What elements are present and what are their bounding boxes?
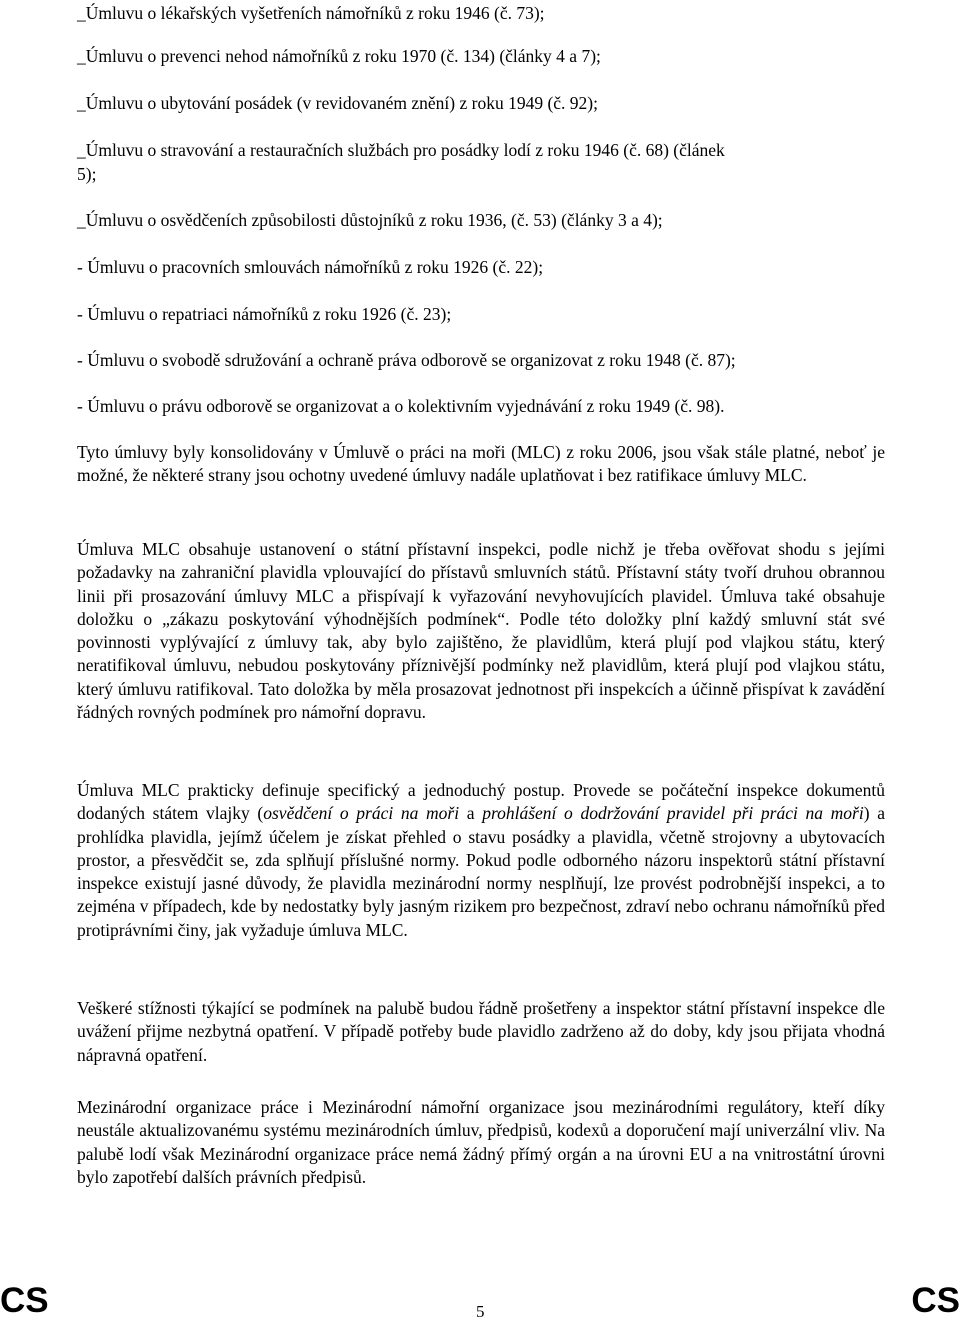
- page-number: 5: [476, 1302, 485, 1321]
- italic-term: osvědčení o práci na moři: [263, 803, 460, 824]
- list-item: _Úmluvu o lékařských vyšetřeních námořníků z roku 1946 (č. 73);: [77, 3, 545, 23]
- paragraph: Mezinárodní organizace práce i Mezinárodní námořní organizace jsou mezinárodními regulátory, kteří díky neustále aktualizovanému systému mezinárodních úmluv, předpisů, kodexů a doporučení mají univerzální vliv. Na palubě lodí však Mezinárodní organizace práce nemá žádný přímý orgán a na úrovni EU a na vnitrostátní úrovni bylo zapotřebí dalších právních předpisů.: [77, 1097, 885, 1187]
- list-item: _Úmluvu o osvědčeních způsobilosti důstojníků z roku 1936, (č. 53) (články 3 a 4);: [77, 210, 663, 230]
- list-item-continuation: 5);: [77, 164, 97, 184]
- footer-language-label-left: CS: [0, 1281, 49, 1320]
- list-item: _Úmluvu o prevenci nehod námořníků z roku 1970 (č. 134) (články 4 a 7);: [77, 46, 601, 66]
- list-item: - Úmluvu o svobodě sdružování a ochraně práva odborově se organizovat z roku 1948 (č. 87);: [77, 350, 736, 370]
- list-item: _Úmluvu o stravování a restauračních službách pro posádky lodí z roku 1946 (č. 68) (článek: [77, 140, 725, 160]
- list-item: - Úmluvu o repatriaci námořníků z roku 1926 (č. 23);: [77, 304, 452, 324]
- paragraph: Veškeré stížnosti týkající se podmínek na palubě budou řádně prošetřeny a inspektor státní přístavní inspekce dle uvážení přijme nezbytná opatření. V případě potřeby bude plavidlo zadrženo až do doby, kdy jsou přijata vhodná nápravná opatření.: [77, 998, 885, 1065]
- footer-language-label-right: CS: [911, 1281, 960, 1320]
- list-item: _Úmluvu o ubytování posádek (v revidovaném znění) z roku 1949 (č. 92);: [77, 93, 598, 113]
- paragraph-text: Úmluva MLC prakticky definuje specifický a jednoduchý postup. Provede se počáteční inspekce dokumentů dodaných státem vlajky (: [77, 780, 885, 824]
- italic-term: prohlášení o dodržování pravidel při práci na moři: [482, 803, 864, 824]
- paragraph-text: ) a prohlídka plavidla, jejímž účelem je získat přehled o stavu posádky a plavidla, včetně strojovny a ubytovacích prostor, a přesvědčit se, zda splňují příslušné normy. Pokud podle odborného názoru inspektorů státní přístavní inspekce existují jasné důvody, že plavidla mezinárodní normy nesplňují, lze provést podrobnější inspekci, a to zejména v případech, kde by nedostatky byly jasným rizikem pro bezpečnost, zdraví nebo ochranu námořníků před protiprávními činy, jak vyžaduje úmluva MLC.: [77, 803, 885, 940]
- paragraph: [77, 779, 885, 942]
- paragraph-text: a: [459, 803, 483, 824]
- paragraph: Tyto úmluvy byly konsolidovány v Úmluvě o práci na moři (MLC) z roku 2006, jsou však stále platné, neboť je možné, že některé strany jsou ochotny uvedené úmluvy nadále uplatňovat i bez ratifikace úmluvy MLC.: [77, 442, 885, 486]
- paragraph: Úmluva MLC obsahuje ustanovení o státní přístavní inspekci, podle nichž je třeba ověřovat shodu s jejími požadavky na zahraniční plavidla vplouvající do přístavů smluvních států. Přístavní státy tvoří druhou obrannou linii při prosazování úmluvy MLC a přispívají k vyřazování nevyhovujících plavidel. Úmluva také obsahuje doložku o „zákazu poskytování výhodnějších podmínek“. Podle této doložky plní každý smluvní stát své povinnosti vyplývající z úmluvy tak, aby bylo zajištěno, že plavidlům, která plují pod vlajkou státu, který neratifikoval úmluvu, nebudou poskytovány příznivější podmínky než plavidlům, která plují pod vlajkou státu, který úmluvu ratifikoval. Tato doložka by měla prosazovat jednotnost při inspekcích a účinně přispívat k zavádění řádných rovných podmínek pro námořní dopravu.: [77, 539, 885, 723]
- list-item: - Úmluvu o pracovních smlouvách námořníků z roku 1926 (č. 22);: [77, 257, 544, 277]
- list-item: - Úmluvu o právu odborově se organizovat a o kolektivním vyjednávání z roku 1949 (č. 98).: [77, 396, 725, 416]
